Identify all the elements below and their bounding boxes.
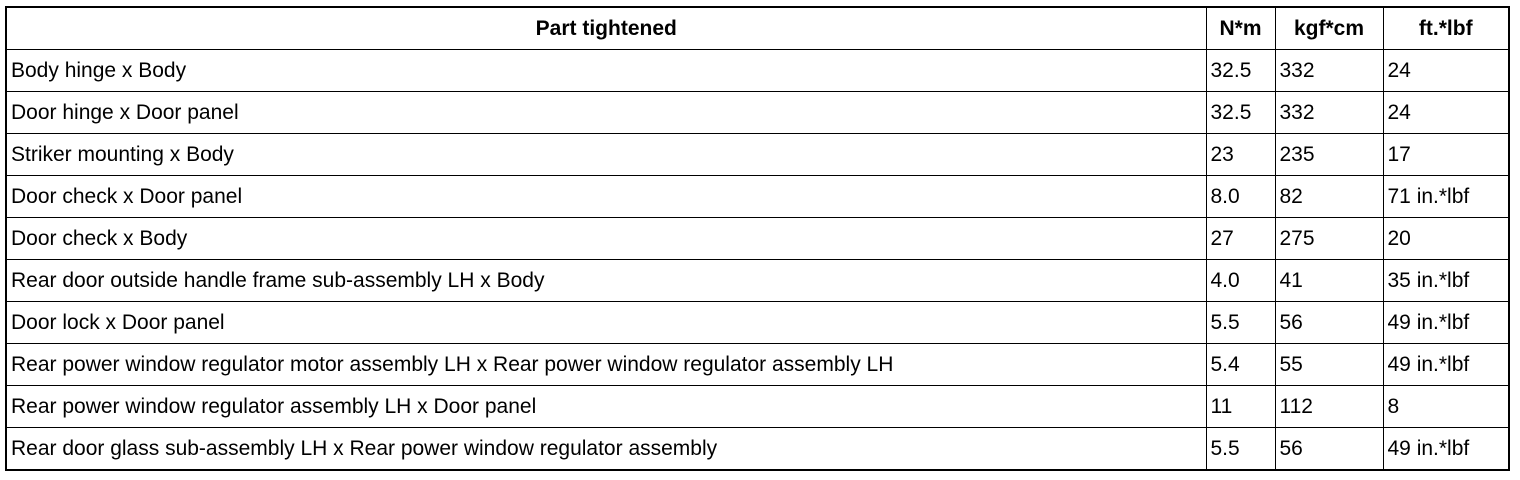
cell-kgf-cm: 55: [1275, 344, 1383, 386]
table-row: [6, 302, 1509, 344]
cell-nm: 5.5: [1206, 428, 1275, 471]
table-row: [6, 386, 1509, 428]
cell-kgf-cm: 56: [1275, 428, 1383, 471]
cell-nm: 11: [1206, 386, 1275, 428]
cell-ft-lbf: 24: [1383, 50, 1509, 92]
cell-part: Body hinge x Body: [6, 50, 1206, 92]
cell-part: Rear power window regulator assembly LH x Door panel: [6, 386, 1206, 428]
cell-ft-lbf: 20: [1383, 218, 1509, 260]
cell-ft-lbf: 49 in.*lbf: [1383, 344, 1509, 386]
cell-kgf-cm: 332: [1275, 92, 1383, 134]
cell-ft-lbf: 8: [1383, 386, 1509, 428]
cell-ft-lbf: 49 in.*lbf: [1383, 428, 1509, 471]
table-row: [6, 428, 1509, 471]
cell-kgf-cm: 112: [1275, 386, 1383, 428]
cell-nm: 23: [1206, 134, 1275, 176]
header-ft-lbf: ft.*lbf: [1383, 7, 1509, 50]
cell-part: Door check x Door panel: [6, 176, 1206, 218]
table-row: [6, 50, 1509, 92]
cell-kgf-cm: 41: [1275, 260, 1383, 302]
table-row: [6, 92, 1509, 134]
cell-part: Rear power window regulator motor assembly LH x Rear power window regulator assembly LH: [6, 344, 1206, 386]
cell-ft-lbf: 49 in.*lbf: [1383, 302, 1509, 344]
header-nm: N*m: [1206, 7, 1275, 50]
cell-kgf-cm: 235: [1275, 134, 1383, 176]
cell-kgf-cm: 275: [1275, 218, 1383, 260]
cell-nm: 4.0: [1206, 260, 1275, 302]
cell-ft-lbf: 71 in.*lbf: [1383, 176, 1509, 218]
torque-specification-table: [5, 6, 1510, 471]
cell-nm: 32.5: [1206, 92, 1275, 134]
header-kgf-cm: kgf*cm: [1275, 7, 1383, 50]
cell-kgf-cm: 332: [1275, 50, 1383, 92]
table-row: [6, 218, 1509, 260]
cell-ft-lbf: 17: [1383, 134, 1509, 176]
cell-nm: 8.0: [1206, 176, 1275, 218]
header-part-tightened: Part tightened: [6, 7, 1206, 50]
cell-part: Rear door glass sub-assembly LH x Rear power window regulator assembly: [6, 428, 1206, 471]
cell-nm: 32.5: [1206, 50, 1275, 92]
table-row: [6, 176, 1509, 218]
cell-nm: 5.5: [1206, 302, 1275, 344]
cell-ft-lbf: 24: [1383, 92, 1509, 134]
table-row: [6, 134, 1509, 176]
cell-part: Striker mounting x Body: [6, 134, 1206, 176]
table-row: [6, 260, 1509, 302]
cell-nm: 27: [1206, 218, 1275, 260]
cell-kgf-cm: 82: [1275, 176, 1383, 218]
cell-part: Door check x Body: [6, 218, 1206, 260]
table-header-row: [6, 7, 1509, 50]
cell-kgf-cm: 56: [1275, 302, 1383, 344]
cell-part: Rear door outside handle frame sub-assembly LH x Body: [6, 260, 1206, 302]
table-row: [6, 344, 1509, 386]
cell-ft-lbf: 35 in.*lbf: [1383, 260, 1509, 302]
cell-part: Door lock x Door panel: [6, 302, 1206, 344]
cell-nm: 5.4: [1206, 344, 1275, 386]
cell-part: Door hinge x Door panel: [6, 92, 1206, 134]
